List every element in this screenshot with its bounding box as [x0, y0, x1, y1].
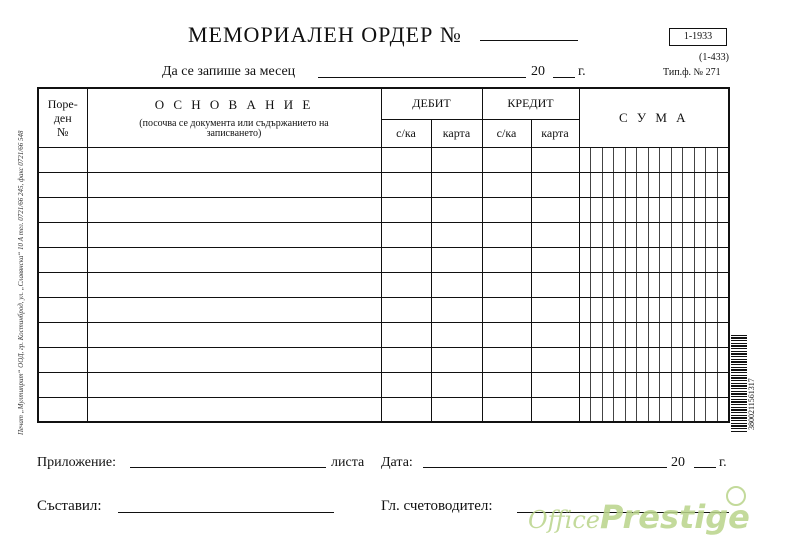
col-credit-header: КРЕДИТ	[482, 88, 579, 119]
ledger-cell	[482, 347, 531, 372]
ledger-cell	[431, 197, 482, 222]
watermark-circle-icon	[726, 486, 746, 506]
ledger-cell	[531, 322, 579, 347]
ledger-cell	[38, 372, 87, 397]
ledger-cell	[87, 372, 381, 397]
ledger-cell	[531, 347, 579, 372]
ledger-cell	[531, 372, 579, 397]
composed-by-line	[118, 512, 334, 513]
ledger-cell	[381, 247, 431, 272]
ledger-cell	[87, 397, 381, 422]
ledger-cell	[87, 147, 381, 172]
ledger-cell	[381, 372, 431, 397]
ledger-cell	[38, 247, 87, 272]
col-basis-header	[87, 88, 381, 147]
ledger-cell	[482, 172, 531, 197]
col-debit-header: ДЕБИТ	[381, 88, 482, 119]
ledger-cell	[38, 197, 87, 222]
ledger-cell	[38, 297, 87, 322]
ledger-cell	[87, 297, 381, 322]
ledger-cell	[431, 297, 482, 322]
watermark-logo	[528, 498, 750, 536]
ledger-cell	[531, 147, 579, 172]
ledger-cell	[431, 347, 482, 372]
type-form-label: Тип.ф. № 271	[663, 67, 721, 78]
ledger-cell	[482, 372, 531, 397]
col-basis-title: О С Н О В А Н И Е	[154, 96, 314, 112]
ledger-cell	[431, 222, 482, 247]
ledger-cell	[431, 372, 482, 397]
ledger-cell	[381, 222, 431, 247]
ledger-row	[38, 222, 729, 247]
chief-accountant-label: Гл. счетоводител:	[381, 498, 493, 514]
ledger-cell	[531, 172, 579, 197]
ledger-row	[38, 172, 729, 197]
ledger-cell	[381, 147, 431, 172]
ledger-cell	[381, 397, 431, 422]
ledger-cell	[482, 322, 531, 347]
form-title: МЕМОРИАЛЕН ОРДЕР №	[188, 22, 462, 47]
footer-year-line	[694, 467, 716, 468]
credit-account-header: с/ка	[482, 119, 531, 147]
ledger-cell	[381, 272, 431, 297]
col-seq-header: Поре- ден №	[38, 88, 87, 147]
ledger-cell	[38, 147, 87, 172]
ledger-cell	[381, 197, 431, 222]
watermark-part2: Prestige	[600, 498, 750, 536]
ledger-cell	[38, 222, 87, 247]
ledger-cell	[381, 297, 431, 322]
sum-cell	[579, 247, 729, 272]
ledger-cell	[431, 397, 482, 422]
form-code-box: 1-1933	[669, 28, 727, 46]
barcode-number: 3800211561317	[747, 378, 756, 430]
footer-year-suffix: г.	[719, 455, 727, 470]
month-label: Да се запише за месец	[162, 64, 296, 79]
sum-cell	[579, 397, 729, 422]
ledger-cell	[482, 247, 531, 272]
ledger-row	[38, 147, 729, 172]
debit-account-header: с/ка	[381, 119, 431, 147]
ledger-cell	[531, 197, 579, 222]
ledger-cell	[87, 197, 381, 222]
ledger-cell	[87, 272, 381, 297]
ledger-cell	[87, 347, 381, 372]
ledger-row	[38, 347, 729, 372]
ledger-cell	[482, 222, 531, 247]
date-line	[423, 467, 667, 468]
printer-imprint: Печат „Мултиприт“ ООД, гр. Костинброд, ул. „Славянска“ 10 А тел. 0721/66 245, факс 0721/66 548	[17, 130, 25, 435]
ledger-cell	[38, 172, 87, 197]
ledger-cell	[431, 147, 482, 172]
debit-card-header: карта	[431, 119, 482, 147]
ledger-cell	[531, 397, 579, 422]
ledger-row	[38, 397, 729, 422]
sum-cell	[579, 147, 729, 172]
sum-cell	[579, 197, 729, 222]
composed-by-label: Съставил:	[37, 498, 102, 514]
ledger-cell	[482, 297, 531, 322]
footer-year-prefix: 20	[671, 455, 685, 470]
ledger-cell	[38, 397, 87, 422]
year-line	[553, 77, 575, 78]
credit-card-header: карта	[531, 119, 579, 147]
ledger-cell	[381, 172, 431, 197]
watermark-part1: Office	[528, 506, 600, 534]
ledger-cell	[531, 272, 579, 297]
col-basis-note: (посочва се документа или съдържанието на записването)	[139, 117, 329, 139]
attachment-label: Приложение:	[37, 455, 117, 470]
year-suffix: г.	[578, 64, 586, 79]
ledger-cell	[87, 247, 381, 272]
form-code-alt: (1-433)	[699, 52, 729, 63]
sheets-label: листа	[331, 455, 365, 470]
ledger-cell	[87, 222, 381, 247]
ledger-cell	[38, 272, 87, 297]
ledger-cell	[531, 297, 579, 322]
ledger-cell	[381, 322, 431, 347]
ledger-row	[38, 297, 729, 322]
sum-cell	[579, 297, 729, 322]
col-sum-header: С У М А	[579, 88, 729, 147]
ledger-table	[37, 87, 730, 423]
ledger-row	[38, 322, 729, 347]
ledger-cell	[482, 147, 531, 172]
ledger-cell	[482, 397, 531, 422]
ledger-cell	[431, 272, 482, 297]
ledger-cell	[482, 272, 531, 297]
ledger-row	[38, 372, 729, 397]
sum-cell	[579, 322, 729, 347]
attachment-line	[130, 467, 326, 468]
ledger-cell	[87, 172, 381, 197]
ledger-cell	[381, 347, 431, 372]
ledger-row	[38, 197, 729, 222]
ledger-cell	[431, 247, 482, 272]
ledger-cell	[87, 322, 381, 347]
sum-cell	[579, 372, 729, 397]
sum-cell	[579, 172, 729, 197]
ledger-row	[38, 272, 729, 297]
ledger-cell	[531, 247, 579, 272]
ledger-cell	[531, 222, 579, 247]
ledger-cell	[38, 322, 87, 347]
sum-cell	[579, 347, 729, 372]
ledger-cell	[38, 347, 87, 372]
date-label: Дата:	[381, 455, 413, 470]
ledger-cell	[482, 197, 531, 222]
barcode	[731, 335, 747, 432]
order-number-line	[480, 40, 578, 41]
month-line	[318, 77, 526, 78]
sum-cell	[579, 272, 729, 297]
ledger-cell	[431, 172, 482, 197]
ledger-cell	[431, 322, 482, 347]
ledger-row	[38, 247, 729, 272]
year-prefix: 20	[531, 64, 545, 79]
sum-cell	[579, 222, 729, 247]
